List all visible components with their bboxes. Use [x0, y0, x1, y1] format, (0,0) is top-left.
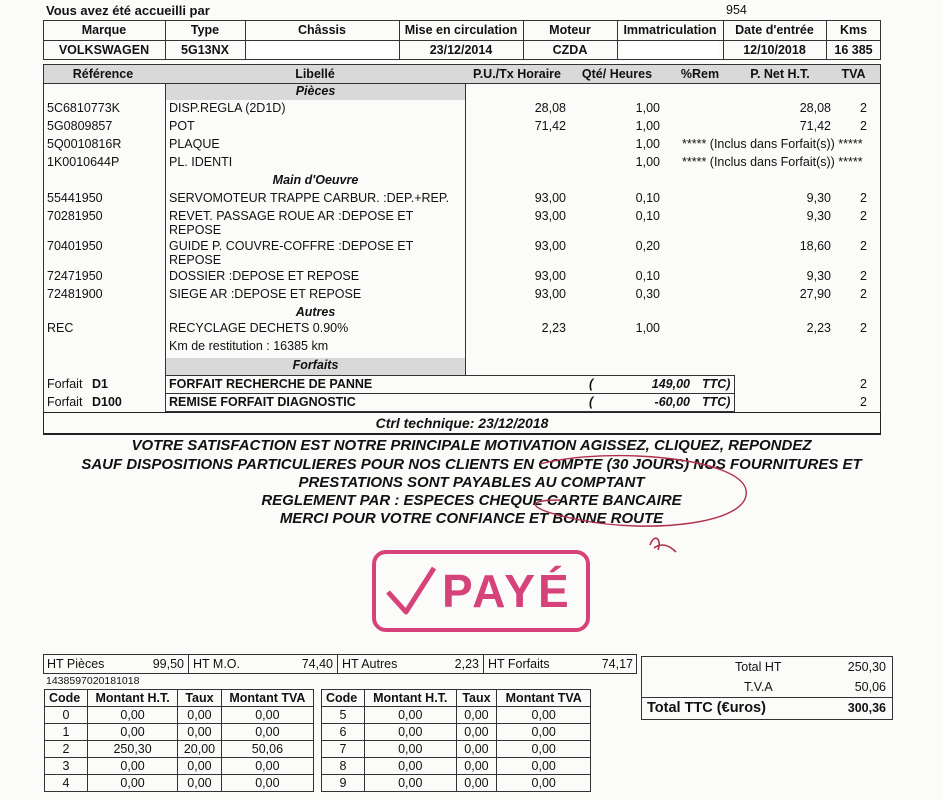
- vat-amount: 0,00: [497, 707, 591, 724]
- labour-tva: 2: [860, 209, 867, 223]
- col-pu: P.U./Tx Horaire: [472, 67, 561, 81]
- vat-taux: 0,00: [178, 775, 222, 792]
- vehicle-marque: VOLKSWAGEN: [58, 43, 150, 57]
- vat-row: [322, 758, 591, 775]
- labour-pu: 93,00: [534, 269, 566, 283]
- labour-pu: 93,00: [534, 209, 566, 223]
- vh-moteur: Moteur: [549, 23, 591, 37]
- vat-amount: 0,00: [221, 707, 313, 724]
- piece-label: PLAQUE: [169, 137, 220, 151]
- vat-ht: 0,00: [365, 741, 457, 758]
- paid-stamp: [372, 550, 590, 632]
- labour-qte: 0,10: [635, 191, 660, 205]
- labour-label: GUIDE P. COUVRE-COFFRE :DEPOSE ET: [169, 239, 414, 253]
- vat-row: [322, 724, 591, 741]
- vat-row: [45, 724, 314, 741]
- section-forfaits: Forfaits: [166, 358, 465, 375]
- labour-qte: 0,10: [635, 209, 660, 223]
- total-ttc-value: 300,36: [847, 701, 886, 715]
- vat-col-ht: Montant H.T.: [88, 690, 178, 707]
- labour-label: REVET. PASSAGE ROUE AR :DEPOSE ET: [169, 209, 414, 223]
- piece-label: DISP.REGLA (2D1D): [169, 101, 286, 115]
- pen-circle-scribble: [500, 450, 760, 560]
- piece-net: 28,08: [799, 101, 831, 115]
- vat-taux: 0,00: [178, 724, 222, 741]
- vat-row: [45, 707, 314, 724]
- vat-ht: 0,00: [88, 724, 178, 741]
- labour-qte: 0,10: [635, 269, 660, 283]
- vat-ht: 0,00: [88, 758, 178, 775]
- labour-label: SERVOMOTEUR TRAPPE CARBUR. :DEP.+REP.: [169, 191, 450, 205]
- forfait-amount: 149,00: [651, 377, 690, 391]
- vat-amount: 0,00: [221, 724, 313, 741]
- labour-ref: 70401950: [47, 239, 103, 253]
- forfait-prefix: Forfait: [47, 395, 83, 409]
- vat-taux: 20,00: [178, 741, 222, 758]
- other-pu: 2,23: [541, 321, 566, 335]
- forfait-label: REMISE FORFAIT DIAGNOSTIC: [169, 395, 356, 409]
- forfait-code: D1: [92, 377, 108, 391]
- vat-taux: 0,00: [178, 707, 222, 724]
- vat-code: 7: [322, 741, 365, 758]
- piece-qte: 1,00: [635, 155, 660, 169]
- forfait-ttc: TTC): [702, 395, 731, 409]
- labour-qte: 0,30: [635, 287, 660, 301]
- piece-included-note: ***** (Inclus dans Forfait(s)) *****: [682, 155, 863, 169]
- vat-amount: 0,00: [497, 775, 591, 792]
- vat-code: 6: [322, 724, 365, 741]
- vat-ht: 0,00: [365, 707, 457, 724]
- vat-code: 2: [45, 741, 88, 758]
- labour-tva: 2: [860, 287, 867, 301]
- labour-net: 27,90: [799, 287, 831, 301]
- labour-net: 9,30: [806, 269, 831, 283]
- vat-code: 0: [45, 707, 88, 724]
- labour-ref: 72481900: [47, 287, 103, 301]
- vehicle-moteur: CZDA: [552, 43, 588, 57]
- subtotal-value: 74,40: [301, 657, 333, 671]
- piece-ref: 1K0010644P: [47, 155, 120, 169]
- vat-table-left: [44, 689, 314, 792]
- vat-ht: 250,30: [88, 741, 178, 758]
- col-reference: Référence: [72, 67, 134, 81]
- col-tva: TVA: [841, 67, 866, 81]
- subtotal-label: HT Forfaits: [488, 657, 550, 671]
- vh-type: Type: [190, 23, 220, 37]
- other-ref: REC: [47, 321, 74, 335]
- vat-taux: 0,00: [456, 758, 497, 775]
- col-rem: %Rem: [680, 67, 720, 81]
- chassis-redacted: [250, 42, 394, 58]
- labour-label-cont: REPOSE: [169, 253, 222, 267]
- labour-pu: 93,00: [534, 191, 566, 205]
- vat-row: [45, 775, 314, 792]
- forfait-tva: 2: [860, 395, 867, 409]
- vat-code: 4: [45, 775, 88, 792]
- labour-ref: 70281950: [47, 209, 103, 223]
- col-qte: Qté/ Heures: [581, 67, 653, 81]
- forfait-code: D100: [92, 395, 122, 409]
- forfait-amount: -60,00: [654, 395, 690, 409]
- message-reglement: REGLEMENT PAR : ESPECES CHEQUE CARTE BANCAIRE: [261, 492, 682, 509]
- tva-label: T.V.A: [744, 680, 773, 694]
- vehicle-date-entree: 12/10/2018: [743, 43, 806, 57]
- labour-label: DOSSIER :DEPOSE ET REPOSE: [169, 269, 360, 283]
- piece-qte: 1,00: [635, 119, 660, 133]
- vat-row: [45, 758, 314, 775]
- piece-label: POT: [169, 119, 195, 133]
- subtotal-label: HT M.O.: [193, 657, 240, 671]
- section-main-oeuvre: Main d'Oeuvre: [272, 173, 359, 187]
- vh-marque: Marque: [81, 23, 127, 37]
- subtotal-label: HT Pièces: [47, 657, 105, 671]
- subtotal-value: 74,17: [601, 657, 633, 671]
- vat-ht: 0,00: [365, 775, 457, 792]
- vat-col-code: Code: [45, 690, 88, 707]
- vh-date-entree: Date d'entrée: [735, 23, 814, 37]
- vat-amount: 0,00: [497, 741, 591, 758]
- message-dispositions: SAUF DISPOSITIONS PARTICULIERES POUR NOS CLIENTS EN COMPTE (30 JOURS) NOS FOURNITURES ET: [81, 456, 862, 473]
- total-ht-label: Total HT: [735, 660, 782, 674]
- vat-amount: 50,06: [221, 741, 313, 758]
- vat-ht: 0,00: [365, 758, 457, 775]
- forfait-prefix: Forfait: [47, 377, 83, 391]
- other-net: 2,23: [806, 321, 831, 335]
- piece-included-note: ***** (Inclus dans Forfait(s)) *****: [682, 137, 863, 151]
- vat-col-tva: Montant TVA: [221, 690, 313, 707]
- labour-net: 9,30: [806, 209, 831, 223]
- labour-ref: 55441950: [47, 191, 103, 205]
- vat-row: [322, 707, 591, 724]
- labour-pu: 93,00: [534, 287, 566, 301]
- section-autres: Autres: [295, 305, 336, 319]
- vh-mise: Mise en circulation: [404, 23, 518, 37]
- labour-qte: 0,20: [635, 239, 660, 253]
- vh-kms: Kms: [839, 23, 868, 37]
- forfait-paren: (: [589, 395, 594, 409]
- vat-col-ht: Montant H.T.: [365, 690, 457, 707]
- labour-tva: 2: [860, 191, 867, 205]
- vat-code: 3: [45, 758, 88, 775]
- piece-ref: 5G0809857: [47, 119, 113, 133]
- vat-row: [322, 741, 591, 758]
- piece-label: PL. IDENTI: [169, 155, 233, 169]
- labour-tva: 2: [860, 269, 867, 283]
- vh-chassis: Châssis: [298, 23, 346, 37]
- total-ht-value: 250,30: [847, 660, 886, 674]
- vat-ht: 0,00: [365, 724, 457, 741]
- vehicle-mise: 23/12/2014: [429, 43, 493, 57]
- message-merci: MERCI POUR VOTRE CONFIANCE ET BONNE ROUTE: [279, 510, 664, 527]
- vat-taux: 0,00: [456, 724, 497, 741]
- vat-ht: 0,00: [88, 775, 178, 792]
- invoice-number: 954: [726, 3, 747, 17]
- vat-taux: 0,00: [456, 775, 497, 792]
- labour-label-cont: REPOSE: [169, 223, 222, 237]
- subtotal-value: 2,23: [454, 657, 479, 671]
- piece-pu: 71,42: [534, 119, 566, 133]
- forfait-ttc: TTC): [702, 377, 731, 391]
- vat-taux: 0,00: [456, 741, 497, 758]
- vat-amount: 0,00: [497, 724, 591, 741]
- labour-ref: 72471950: [47, 269, 103, 283]
- vat-code: 9: [322, 775, 365, 792]
- tva-value: 50,06: [854, 680, 886, 694]
- labour-pu: 93,00: [534, 239, 566, 253]
- checkmark-icon: [382, 562, 438, 622]
- labour-net: 18,60: [799, 239, 831, 253]
- forfait-paren: (: [589, 377, 594, 391]
- ctrl-technique: Ctrl technique: 23/12/2018: [375, 415, 549, 431]
- labour-net: 9,30: [806, 191, 831, 205]
- vat-amount: 0,00: [497, 758, 591, 775]
- forfait-tva: 2: [860, 377, 867, 391]
- piece-qte: 1,00: [635, 101, 660, 115]
- subtotal-label: HT Autres: [342, 657, 398, 671]
- piece-pu: 28,08: [534, 101, 566, 115]
- piece-tva: 2: [860, 119, 867, 133]
- col-net: P. Net H.T.: [750, 67, 810, 81]
- vehicle-type: 5G13NX: [181, 43, 229, 57]
- labour-label: SIEGE AR :DEPOSE ET REPOSE: [169, 287, 362, 301]
- vat-col-taux: Taux: [456, 690, 497, 707]
- vat-taux: 0,00: [178, 758, 222, 775]
- piece-tva: 2: [860, 101, 867, 115]
- vat-code: 5: [322, 707, 365, 724]
- vat-col-tva: Montant TVA: [497, 690, 591, 707]
- vat-row: [45, 741, 314, 758]
- vat-ht: 0,00: [88, 707, 178, 724]
- piece-ref: 5Q0010816R: [47, 137, 122, 151]
- vat-col-code: Code: [322, 690, 365, 707]
- barcode-number: 1438597020181018: [46, 675, 140, 687]
- vh-immat: Immatriculation: [623, 23, 717, 37]
- vat-code: 8: [322, 758, 365, 775]
- paid-stamp-text: PAYÉ: [442, 565, 572, 617]
- forfait-label: FORFAIT RECHERCHE DE PANNE: [169, 377, 373, 391]
- other-tva: 2: [860, 321, 867, 335]
- other-label: RECYCLAGE DECHETS 0.90%: [169, 321, 349, 335]
- vat-taux: 0,00: [456, 707, 497, 724]
- immat-redacted: [622, 42, 718, 58]
- piece-qte: 1,00: [635, 137, 660, 151]
- message-payables: PRESTATIONS SONT PAYABLES AU COMPTANT: [298, 474, 645, 491]
- other-qte: 1,00: [635, 321, 660, 335]
- vat-amount: 0,00: [221, 758, 313, 775]
- subtotal-value: 99,50: [152, 657, 184, 671]
- vat-code: 1: [45, 724, 88, 741]
- vat-amount: 0,00: [221, 775, 313, 792]
- welcome-text: Vous avez été accueilli par: [46, 3, 210, 18]
- other-label-km: Km de restitution : 16385 km: [169, 339, 329, 353]
- vehicle-kms: 16 385: [834, 43, 873, 57]
- piece-net: 71,42: [799, 119, 831, 133]
- total-ttc-label: Total TTC (€uros): [647, 700, 766, 716]
- col-libelle: Libellé: [295, 67, 335, 81]
- labour-tva: 2: [860, 239, 867, 253]
- message-satisfaction: VOTRE SATISFACTION EST NOTRE PRINCIPALE MOTIVATION AGISSEZ, CLIQUEZ, REPONDEZ: [131, 437, 812, 454]
- vat-row: [322, 775, 591, 792]
- piece-ref: 5C6810773K: [47, 101, 120, 115]
- section-pieces: Pièces: [166, 84, 465, 100]
- vat-table-right: [321, 689, 591, 792]
- vat-col-taux: Taux: [178, 690, 222, 707]
